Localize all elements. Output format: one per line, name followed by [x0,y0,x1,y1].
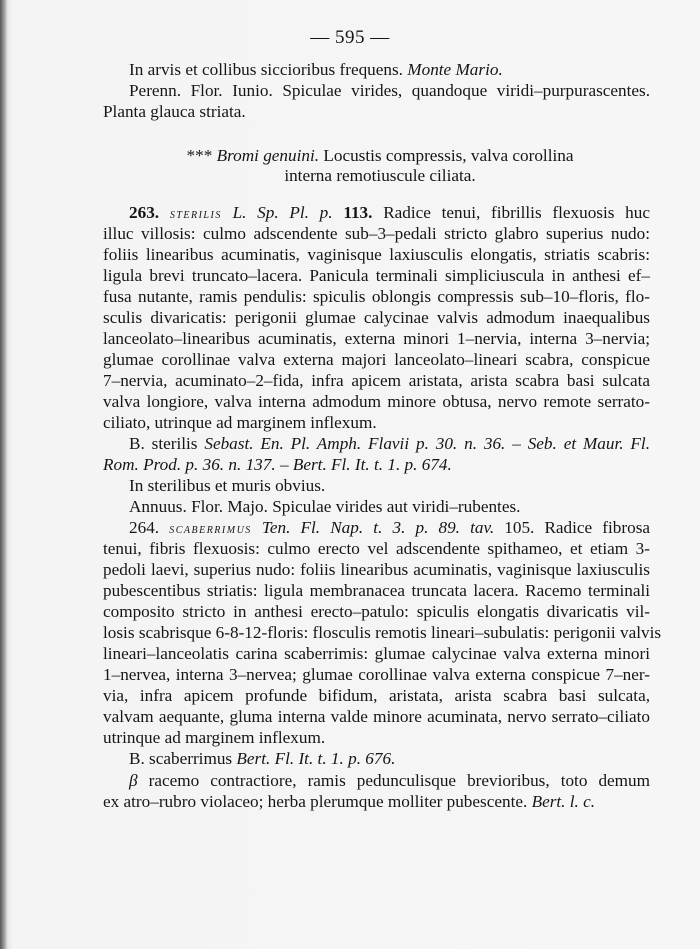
text-line: pubescentibus striatis: ligula membranacea truncata lacera. Racemo terminali [103,581,650,600]
text-line: tenui, fibris flexuosis: culmo erecto vel adscendente spithameo, et etiam 3- [103,539,650,558]
text-line: sculis divaricatis: perigonii glumae calycinae valvis admodum inaequalibus [103,308,650,327]
text-line: 1–nervea, interna 3–nervea; glumae corollinae valva externa conspicue 7–ner- [103,665,650,684]
page-spine-shadow [0,0,6,949]
text-line: In arvis et collibus siccioribus frequens. Monte Mario. [129,60,503,79]
text-line: lanceolato–linearibus acuminatis, externa minori 1–nervia, interna 3–nervia; [103,329,650,348]
species-entry-heading: 263. sterilis L. Sp. Pl. p. 113. Radice tenui, fibrillis flexuosis huc [129,203,650,222]
text-line: ligula brevi truncato–lacera. Panicula terminali simpliciuscula in anthesi ef– [103,266,650,285]
text-line: pedoli laevi, superius nudo: foliis linearibus acuminatis, vaginisque laxiusculis [103,560,650,579]
text-line: ex atro–rubro violaceo; herba plerumque molliter pubescente. Bert. l. c. [103,792,596,811]
synonym-citation: B. scaberrimus Bert. Fl. It. t. 1. p. 676. [129,749,396,768]
text-line: Annuus. Flor. Majo. Spiculae virides aut viridi–rubentes. [129,497,521,516]
text-line: Perenn. Flor. Iunio. Spiculae virides, quandoque viridi–purpurascentes. [129,81,650,100]
section-heading: *** Bromi genuini. Locustis compressis, valva corollina [186,146,574,165]
species-entry-heading: 264. scaberrimus Ten. Fl. Nap. t. 3. p. 89. tav. 105. Radice fibrosa [129,518,651,537]
synonym-citation: B. sterilis Sebast. En. Pl. Amph. Flavii p. 30. n. 36. – Seb. et Maur. Fl. [129,434,650,453]
text-line: Planta glauca striata. [103,102,246,121]
text-line: illuc villosis: culmo adscendente sub–3–pedali stricto glabro superius nudo: [103,224,650,243]
text-line: losis scabrisque 6-8-12-floris: flosculis remotis lineari–subulatis: perigonii valvis [103,623,662,642]
text-line: lineari–lanceolatis carina scaberrimis: glumae calycinae valva externa minori [103,644,650,663]
text-line: fusa nutante, ramis pendulis: spiculis oblongis compressis sub–10–floris, flo- [103,287,650,306]
text-line: via, infra apicem profunde bifidum, aristata, arista scabra basi sulcata, [103,686,650,705]
synonym-citation: Rom. Prod. p. 36. n. 137. – Bert. Fl. It. t. 1. p. 674. [103,455,452,474]
variety-beta: β racemo contractiore, ramis pedunculisque brevioribus, toto demum [129,771,651,790]
text-line: valva longiore, valva interna admodum minore obtusa, nervo remote serrato- [103,392,650,411]
section-heading: interna remotiuscule ciliata. [284,166,476,185]
text-line: foliis linearibus acuminatis, vaginisque laxiusculis elongatis, striatis scabris: [103,245,650,264]
text-line: ciliato, utrinque ad marginem inflexum. [103,413,377,432]
page-number: — 595 — [310,27,390,48]
text-line: composito stricto in anthesi erecto–patulo: spiculis elongatis divaricatis vil- [103,602,650,621]
text-line: valvam aequante, gluma interna valde minore acuminata, nervo serrato–ciliato [103,707,650,726]
text-line: utrinque ad marginem inflexum. [103,728,326,747]
text-line: In sterilibus et muris obvius. [129,476,326,495]
text-line: 7–nervia, acuminato–2–fida, infra apicem aristata, arista scabra basi sulcata [103,371,650,390]
text-line: glumae corollinae valva externa majori lanceolato–lineari scabra, conspicue [103,350,650,369]
